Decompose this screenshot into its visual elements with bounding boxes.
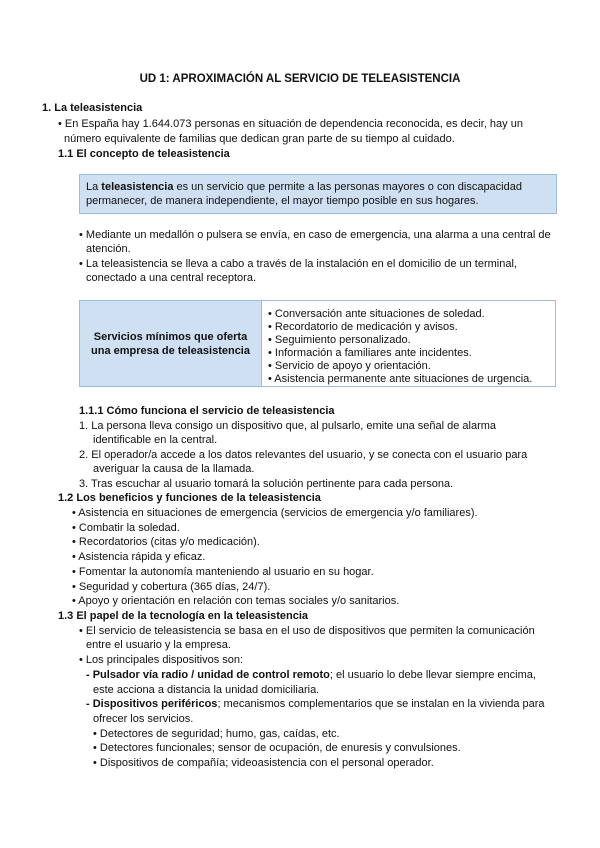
device-2 — [86, 697, 545, 711]
definition-box — [79, 174, 557, 214]
benefit-item: • Fomentar la autonomía manteniendo al usuario en su hogar. — [72, 566, 374, 578]
step-3: 3. Tras escuchar al usuario tomará la solución pertinente para cada persona. — [79, 478, 454, 490]
step-1: 1. La persona lleva consigo un dispositivo que, al pulsarlo, emite una señal de alarma — [79, 420, 497, 432]
definition-prefix: La — [86, 181, 102, 193]
device-2-term: - Dispositivos periféricos — [86, 698, 218, 710]
document-title: UD 1: APROXIMACIÓN AL SERVICIO DE TELEASISTENCIA — [139, 73, 461, 85]
definition-line-2: permanecer, de manera independiente, el mayor tiempo posible en sus hogares. — [86, 195, 479, 207]
peripheral-item: • Detectores funcionales; sensor de ocupación, de enuresis y convulsiones. — [93, 742, 461, 754]
peripheral-item: • Detectores de seguridad; humo, gas, caídas, etc. — [93, 728, 340, 740]
services-table-label-line-2: una empresa de teleasistencia — [91, 345, 250, 357]
device-1-text: ; el usuario lo debe llevar siempre encima, — [329, 669, 536, 681]
benefit-item: • Asistencia en situaciones de emergencia (servicios de emergencia y/o familiares). — [72, 507, 478, 519]
step-2: 2. El operador/a accede a los datos relevantes del usuario, y se conecta con el usuario para — [79, 449, 528, 461]
definition-term: teleasistencia — [101, 181, 174, 193]
benefit-item: • Seguridad y cobertura (365 días, 24/7). — [72, 581, 271, 593]
section-1-heading: 1. La teleasistencia — [42, 102, 143, 114]
step-1-cont: identificable en la central. — [93, 434, 218, 446]
section-1-1-1-heading: 1.1.1 Cómo funciona el servicio de teleasistencia — [79, 405, 335, 417]
concept-bullet-2: • La teleasistencia se lleva a cabo a través de la instalación en el domicilio de un terminal, — [79, 258, 517, 270]
definition-line-1 — [86, 180, 522, 194]
tech-bullet-2: • Los principales dispositivos son: — [79, 654, 244, 666]
section-1-2-heading: 1.2 Los beneficios y funciones de la teleasistencia — [58, 492, 321, 504]
benefit-item: • Asistencia rápida y eficaz. — [72, 551, 206, 563]
device-1-cont: este acciona a distancia la unidad domiciliaria. — [93, 684, 320, 696]
device-2-text: ; mecanismos complementarios que se instalan en la vivienda para — [217, 698, 545, 710]
service-item: • Conversación ante situaciones de soledad. — [268, 308, 485, 320]
services-table — [79, 300, 556, 387]
service-item: • Seguimiento personalizado. — [268, 334, 411, 346]
concept-bullet-1: • Mediante un medallón o pulsera se envía, en caso de emergencia, una alarma a una central de — [79, 229, 551, 241]
benefit-item: • Recordatorios (citas y/o medicación). — [72, 536, 260, 548]
device-2-cont: ofrecer los servicios. — [93, 713, 194, 725]
device-1-term: - Pulsador vía radio / unidad de control remoto — [86, 669, 330, 681]
concept-bullet-2-cont: conectado a una central receptora. — [86, 272, 257, 284]
intro-text-line-2: número equivalente de familias que dedican gran parte de su tiempo al cuidado. — [64, 133, 455, 145]
services-table-label-line-1: Servicios mínimos que oferta — [93, 331, 248, 343]
tech-bullet-1: • El servicio de teleasistencia se basa en el uso de dispositivos que permiten la comunicación — [79, 625, 535, 637]
step-2-cont: averiguar la causa de la llamada. — [93, 463, 255, 475]
peripheral-item: • Dispositivos de compañía; videoasistencia con el personal operador. — [93, 757, 434, 769]
service-item: • Recordatorio de medicación y avisos. — [268, 321, 458, 333]
service-item: • Servicio de apoyo y orientación. — [268, 360, 431, 372]
service-item: • Asistencia permanente ante situaciones de urgencia. — [268, 373, 533, 385]
section-1-3-heading: 1.3 El papel de la tecnología en la teleasistencia — [58, 610, 309, 622]
section-1-1-heading: 1.1 El concepto de teleasistencia — [58, 148, 230, 160]
tech-bullet-1-cont: entre el usuario y la empresa. — [86, 639, 231, 651]
intro-text-line-1: • En España hay 1.644.073 personas en situación de dependencia reconocida, es decir, hay un — [58, 118, 523, 130]
benefit-item: • Apoyo y orientación en relación con temas sociales y/o sanitarios. — [72, 595, 400, 607]
concept-bullet-1-cont: atención. — [86, 243, 131, 255]
definition-text: es un servicio que permite a las personas mayores o con discapacidad — [173, 181, 522, 193]
device-1 — [86, 668, 536, 682]
services-table-label-cell — [80, 301, 262, 386]
service-item: • Información a familiares ante incidentes. — [268, 347, 472, 359]
benefit-item: • Combatir la soledad. — [72, 522, 180, 534]
